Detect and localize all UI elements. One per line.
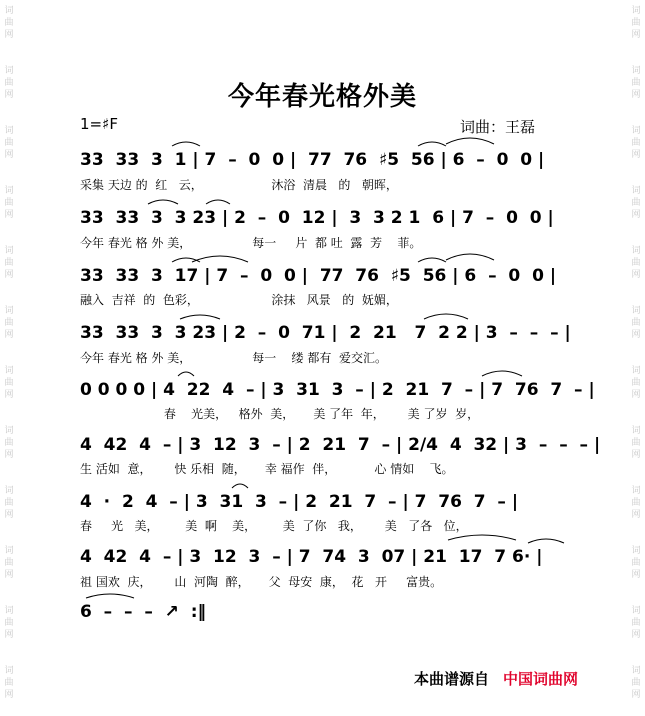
lyric-line-4: 今年 春光 格 外 美， 每一 缕 都有 爱交汇。: [80, 351, 387, 365]
watermark-glyph: 词: [631, 246, 641, 256]
watermark-glyph: 词: [631, 426, 641, 436]
watermark-glyph: 网: [631, 450, 641, 460]
watermark-glyph: 网: [631, 690, 641, 700]
lyric-line-1: 采集 天边 的 红 云， 沐浴 清晨 的 朝晖，: [80, 178, 398, 192]
watermark-glyph: 网: [4, 210, 14, 220]
watermark-glyph: 网: [4, 510, 14, 520]
watermark-glyph: 词: [4, 6, 14, 16]
watermark-glyph: 网: [4, 690, 14, 700]
watermark-glyph: 网: [631, 270, 641, 280]
lyric-line-5: 春 光美， 格外 美， 美 了年 年， 美 了岁 岁，: [80, 407, 480, 421]
watermark-glyph: 曲: [4, 78, 14, 88]
watermark-glyph: 曲: [4, 498, 14, 508]
watermark-glyph: 网: [631, 30, 641, 40]
watermark-glyph: 词: [631, 666, 641, 676]
watermark-glyph: 网: [631, 150, 641, 160]
watermark-glyph: 词: [4, 126, 14, 136]
watermark-glyph: 曲: [4, 678, 14, 688]
site-name: 中国词曲网: [503, 670, 579, 688]
watermark-glyph: 曲: [631, 318, 641, 328]
footer-source: [414, 668, 578, 689]
watermark-glyph: 词: [4, 426, 14, 436]
watermark-glyph: 曲: [4, 378, 14, 388]
credit-line: 词曲：王磊: [460, 118, 536, 136]
watermark-glyph: 词: [631, 126, 641, 136]
watermark-glyph: 网: [4, 30, 14, 40]
watermark-glyph: 网: [631, 570, 641, 580]
watermark-glyph: 曲: [4, 438, 14, 448]
watermark-glyph: 曲: [4, 258, 14, 268]
watermark-glyph: 词: [4, 66, 14, 76]
watermark-glyph: 词: [631, 306, 641, 316]
watermark-glyph: 词: [631, 366, 641, 376]
lyric-line-3: 融入 吉祥 的 色彩， 涂抹 风景 的 妩媚，: [80, 293, 398, 307]
score-line-4: 33 33 3 3 23 | 2 – 0 71 | 2 21 7 2 2 | 3 – – – |: [80, 323, 571, 343]
watermark-glyph: 曲: [631, 498, 641, 508]
watermark-glyph: 网: [4, 270, 14, 280]
watermark-glyph: 曲: [631, 378, 641, 388]
watermark-glyph: 词: [631, 66, 641, 76]
watermark-glyph: 曲: [631, 678, 641, 688]
lyric-line-7: 春 光 美， 美 啊 美， 美 了你 我， 美 了各 位，: [80, 519, 468, 533]
watermark-glyph: 曲: [631, 78, 641, 88]
watermark-glyph: 曲: [4, 138, 14, 148]
watermark-glyph: 网: [631, 330, 641, 340]
watermark-glyph: 词: [631, 606, 641, 616]
score-line-9: 6 – – – ↗ :‖: [80, 602, 207, 622]
score-line-2: 33 33 3 3 23 | 2 – 0 12 | 3 3 2 1 6 | 7 – 0 0 |: [80, 208, 554, 228]
watermark-glyph: 曲: [631, 138, 641, 148]
score-line-5: 0 0 0 0 | 4 22 4 – | 3 31 3 – | 2 21 7 – | 7 76 7 – |: [80, 380, 595, 400]
watermark-glyph: 网: [631, 210, 641, 220]
watermark-glyph: 网: [631, 390, 641, 400]
watermark-glyph: 词: [4, 246, 14, 256]
key-signature: 1=♯F: [80, 115, 118, 133]
watermark-glyph: 曲: [631, 18, 641, 28]
watermark-glyph: 网: [631, 90, 641, 100]
watermark-glyph: 词: [4, 546, 14, 556]
lyric-line-8: 祖 国欢 庆， 山 河陶 醉， 父 母安 康， 花 开 富贵。: [80, 575, 443, 589]
watermark-glyph: 词: [4, 366, 14, 376]
score-line-1: 33 33 3 1 | 7 – 0 0 | 77 76 ♯5 56 | 6 – 0 0 |: [80, 150, 545, 170]
watermark-glyph: 网: [4, 150, 14, 160]
watermark-glyph: 词: [4, 666, 14, 676]
watermark-glyph: 曲: [4, 318, 14, 328]
watermark-glyph: 网: [4, 330, 14, 340]
watermark-glyph: 曲: [631, 258, 641, 268]
source-label: 本曲谱源自: [414, 670, 490, 688]
watermark-glyph: 曲: [631, 618, 641, 628]
lyric-line-6: 生 活如 意， 快 乐相 随， 幸 福作 伴， 心 情如 飞。: [80, 462, 454, 476]
watermark-glyph: 词: [631, 186, 641, 196]
watermark-glyph: 词: [4, 606, 14, 616]
watermark-glyph: 网: [4, 630, 14, 640]
watermark-glyph: 词: [4, 306, 14, 316]
watermark-glyph: 曲: [631, 198, 641, 208]
watermark-glyph: 词: [631, 6, 641, 16]
watermark-glyph: 词: [631, 546, 641, 556]
score-line-7: 4 · 2 4 – | 3 31 3 – | 2 21 7 – | 7 76 7 – |: [80, 492, 519, 512]
watermark-glyph: 词: [631, 486, 641, 496]
watermark-glyph: 网: [631, 630, 641, 640]
score-line-6: 4 42 4 – | 3 12 3 – | 2 21 7 – | 2/4 4 32 | 3 – – – |: [80, 435, 601, 455]
watermark-glyph: 曲: [631, 438, 641, 448]
watermark-glyph: 网: [4, 450, 14, 460]
watermark-glyph: 曲: [631, 558, 641, 568]
lyric-line-2: 今年 春光 格 外 美， 每一 片 都 吐 露 芳 菲。: [80, 236, 422, 250]
watermark-glyph: 词: [4, 186, 14, 196]
watermark-glyph: 曲: [4, 198, 14, 208]
watermark-glyph: 曲: [4, 618, 14, 628]
watermark-glyph: 词: [4, 486, 14, 496]
score-line-3: 33 33 3 17 | 7 – 0 0 | 77 76 ♯5 56 | 6 – 0 0 |: [80, 266, 557, 286]
watermark-glyph: 曲: [4, 558, 14, 568]
watermark-glyph: 网: [4, 570, 14, 580]
page-title: 今年春光格外美: [227, 82, 417, 112]
watermark-glyph: 曲: [4, 18, 14, 28]
watermark-glyph: 网: [4, 390, 14, 400]
score-line-8: 4 42 4 – | 3 12 3 – | 7 74 3 07 | 21 17 7 6· |: [80, 547, 543, 567]
watermark-glyph: 网: [4, 90, 14, 100]
watermark-glyph: 网: [631, 510, 641, 520]
